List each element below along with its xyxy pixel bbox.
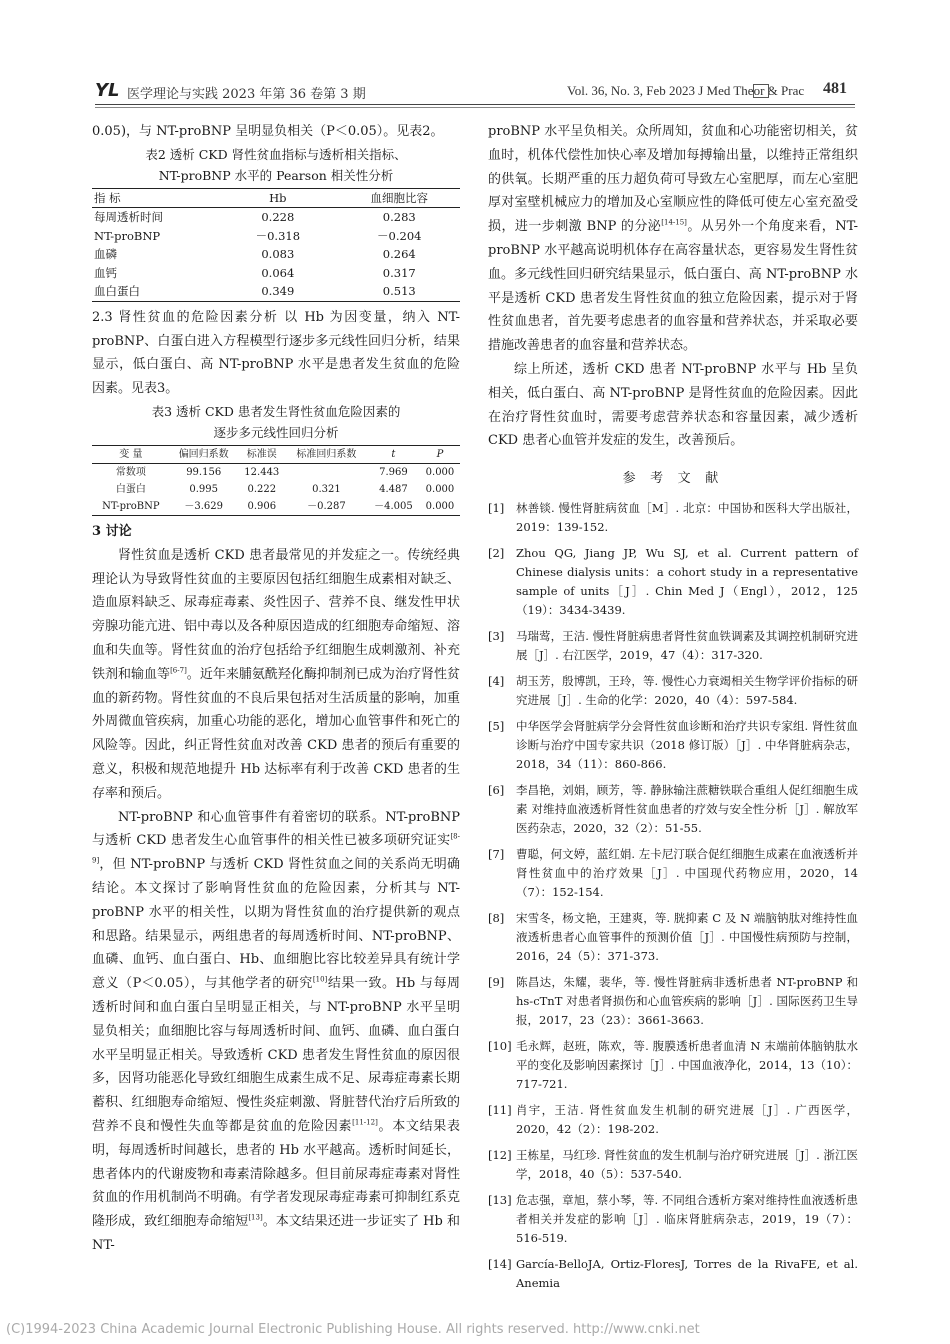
reference-item — [488, 1146, 858, 1184]
table-cell: 0.906 — [247, 500, 277, 512]
table-cell: 0.228 — [261, 210, 295, 225]
reference-text: 危志强，章旭，蔡小琴，等. 不同组合透析方案对维持性血液透析患者相关并发症的影响［J］. 临床肾脏病杂志，2019，19（7）：516-519. — [516, 1192, 858, 1245]
reference-item — [488, 1101, 858, 1139]
table2-caption-line1: 表2 透析 CKD 肾性贫血指标与透析相关指标、 — [145, 146, 407, 162]
table-row — [92, 227, 460, 246]
page-number: 481 — [823, 80, 847, 97]
reference-item — [488, 1191, 858, 1248]
reference-number: [6] — [488, 782, 505, 797]
reference-item — [488, 499, 858, 537]
table-header-cell: 标准误 — [246, 448, 277, 460]
citation: [10] — [312, 975, 328, 984]
reference-number: [12] — [488, 1147, 512, 1162]
reference-text: 李昌艳，刘娟，顾芳，等. 静脉输注蔗糖铁联合重组人促红细胞生成素 对维持血液透析肾性贫血患者的疗效与安全性分析［J］. 解放军医药杂志，2020，32（2）：51-55. — [516, 782, 858, 835]
table-header-cell: 偏回归系数 — [178, 448, 229, 460]
table-header-cell: 血细胞比容 — [370, 190, 429, 205]
reference-number: [11] — [488, 1102, 512, 1117]
table-cell: 0.349 — [261, 284, 295, 299]
table-cell: 0.264 — [382, 247, 416, 262]
table-cell: －0.318 — [255, 228, 301, 243]
reference-text: 中华医学会肾脏病学分会肾性贫血诊断和治疗共识专家组. 肾性贫血诊断与治疗中国专家共识（2018 修订版）［J］. 中华肾脏病杂志，2018，34（11）：860-866. — [516, 718, 858, 771]
table3-caption-line1: 表3 透析 CKD 患者发生肾性贫血危险因素的 — [151, 403, 401, 419]
table-cell: 血磷 — [94, 247, 117, 262]
reference-item — [488, 717, 858, 774]
table-cell: 4.487 — [379, 483, 408, 495]
reference-list — [488, 499, 858, 1293]
text-run: proBNP 水平呈负相关。众所周知，贫血和心功能密切相关，贫血时，机体代偿性加快心率及增加每搏输出量，以维持正常组织的供氧。长期严重的压力超负荷可导致左心室肥厚，而左心室肥厚对室壁机械应力的增加及心室顺应性的降低可使左心室充盈受损，进一步刺激 BNP 的分泌 — [488, 124, 858, 235]
table-cell: 0.321 — [312, 483, 341, 495]
running-header — [95, 80, 855, 104]
table-header-cell: 标准回归系数 — [296, 448, 357, 460]
paragraph: 综上所述，透析 CKD 患者 NT-proBNP 水平与 Hb 呈负相关，低白蛋白、高 NT-proBNP 是肾性贫血的危险因素。因此在治疗肾性贫血时，需要考虑营养状态和容量因素，减少透析 CKD 患者心血管并发症的发生，改善预后。 — [488, 361, 858, 449]
table-row — [92, 208, 460, 227]
table-row — [92, 264, 460, 283]
reference-text: 马瑞莺，王洁. 慢性肾脏病患者肾性贫血铁调素及其调控机制研究进展［J］. 右江医学，2019，47（4）：317-320. — [516, 628, 858, 662]
citation: [6-7] — [170, 666, 187, 675]
table-header-cell: 指 标 — [94, 190, 121, 205]
table-cell: 0.083 — [261, 247, 295, 262]
text-run: NT-proBNP 和心血管事件有着密切的联系。NT-proBNP 与透析 CKD 患者发生心血管事件的相关性已被多项研究证实 — [92, 809, 460, 849]
reference-number: [4] — [488, 673, 505, 688]
citation: [14-15] — [661, 218, 687, 227]
table-row — [92, 498, 460, 516]
reference-item — [488, 845, 858, 902]
copyright-footer: (C)1994-2023 China Academic Journal Electronic Publishing House. All rights reserved. http://www.cnki.net — [6, 1322, 700, 1337]
reference-text: 王栋星，马红珍. 肾性贫血的发生机制与治疗研究进展［J］. 浙江医学，2018，40（5）：537-540. — [516, 1147, 858, 1181]
table-cell: 7.969 — [379, 466, 408, 478]
text-run: ，但 NT-proBNP 与透析 CKD 肾性贫血之间的关系尚无明确结论。本文探讨了影响肾性贫血的危险因素，分析其与 NT-proBNP 水平的相关性，以期为肾性贫血的治疗提供新的观点和思路。结果显示，两组患者的每周透析时间、NT-proBNP、血磷、血钙、血白蛋白、Hb、血细胞比容比较差异具有统计学意义（P＜0.05），与其他学者的研究 — [92, 857, 460, 992]
journal-title-cn: 医学理论与实践 2023 年第 36 卷第 3 期 — [127, 87, 366, 102]
citation: [11-12] — [352, 1118, 378, 1127]
reference-number: [13] — [488, 1192, 512, 1207]
paragraph — [92, 544, 460, 806]
reference-item — [488, 627, 858, 665]
header-rule — [95, 104, 855, 105]
table-header-row — [92, 445, 460, 463]
reference-text: 陈昌达，朱耀，裴华，等. 慢性肾脏病非透析患者 NT-proBNP 和 hs-cTnT 对患者肾损伤和心血管疾病的影响［J］. 国际医药卫生导报，2017，23（23）：3661-3663. — [516, 974, 858, 1027]
table-cell: 0.222 — [247, 483, 277, 495]
table-cell: －3.629 — [184, 500, 224, 512]
reference-item — [488, 544, 858, 620]
table-header-cell: Hb — [269, 190, 287, 205]
table-cell: 血钙 — [94, 265, 117, 280]
reference-text: 林善锬. 慢性肾脏病贫血［M］. 北京：中国协和医科大学出版社，2019：139-152. — [516, 500, 858, 534]
reference-number: [7] — [488, 846, 505, 861]
reference-text: 曹聪，何文婷，蓝红娟. 左卡尼汀联合促红细胞生成素在血液透析并肾性贫血中的治疗效果［J］. 中国现代药物应用，2020，14（7）：152-154. — [516, 846, 858, 899]
table-cell: 0.000 — [425, 483, 455, 495]
header-rule-thin — [95, 107, 855, 108]
reference-item — [488, 1255, 858, 1293]
reference-text: Zhou QG, Jiang JP, Wu SJ, et al. Current pattern of Chinese dialysis units：a cohort study in a representative sample of units［J］. Chin Med J（Engl），2012，125（19）：3434-3439. — [516, 545, 858, 617]
table-row — [92, 463, 460, 481]
table-cell: 0.000 — [425, 466, 455, 478]
paragraph: 0.05)，与 NT-proBNP 呈明显负相关（P＜0.05）。见表2。 — [92, 124, 444, 139]
reference-number: [3] — [488, 628, 505, 643]
table-cell: 0.064 — [261, 265, 295, 280]
reference-item — [488, 672, 858, 710]
table-cell: －0.287 — [307, 500, 346, 512]
table-cell: 0.513 — [382, 284, 416, 299]
reference-number: [2] — [488, 545, 505, 560]
paragraph — [488, 120, 858, 358]
reference-number: [9] — [488, 974, 505, 989]
reference-item — [488, 909, 858, 966]
table-cell: 白蛋白 — [115, 483, 146, 495]
text-run: 。近年来脯氨酰羟化酶抑制剂已成为治疗肾性贫血的新药物。肾性贫血的不良后果包括对生活质量的影响，加重外周微血管疾病，加重心功能的恶化，增加心血管事件和死亡的风险等。因此，纠正肾性贫血对改善 CKD 患者的预后有重要的意义，积极和规范地提升 Hb 达标率有利于改善 CKD 患者的生存率和预后。 — [92, 666, 460, 801]
table-cell: 0.995 — [189, 483, 219, 495]
journal-title-en: Vol. 36, No. 3, Feb 2023 J Med Theor & Prac — [567, 83, 805, 98]
reference-text: 胡玉芳，殷博凯，王玲，等. 慢性心力衰竭相关生物学评价指标的研究进展［J］. 生命的化学：2020，40（4）：597-584. — [516, 673, 858, 707]
reference-text: 宋雪冬，杨文艳，王建爽，等. 胱抑素 C 及 N 端脑钠肽对维持性血液透析患者心血管事件的预测价值［J］. 中国慢性病预防与控制，2016，24（5）：371-373. — [516, 910, 858, 963]
table-cell: 99.156 — [186, 466, 222, 478]
table-row — [92, 282, 460, 301]
table2-caption-line2: NT-proBNP 水平的 Pearson 相关性分析 — [158, 167, 394, 183]
table3-caption-line2: 逐步多元线性回归分析 — [213, 424, 339, 440]
text-run: 结果一致。Hb 与每周透析时间和血白蛋白呈明显正相关，与 NT-proBNP 水平呈明显负相关；血细胞比容与每周透析时间、血钙、血磷、血白蛋白水平呈明显正相关。导致透析 CKD 患者发生肾性贫血的原因很多，因肾功能恶化导致红细胞生成素生成不足、尿毒症毒素长期蓄积、红细胞寿命缩短、慢性炎症刺激、肾脏替代治疗后所致的营养不良和慢性失血等都是贫血的危险因素 — [92, 976, 460, 1134]
citation: [8-9] — [92, 833, 460, 865]
table-cell: 每周透析时间 — [94, 210, 163, 225]
reference-text: 肖宇，王洁. 肾性贫血发生机制的研究进展［J］. 广西医学，2020，42（2）：198-202. — [516, 1102, 858, 1136]
table-cell: 0.000 — [425, 500, 455, 512]
reference-number: [1] — [488, 500, 505, 515]
text-run: 。从另外一个角度来看，NT-proBNP 水平越高说明机体存在高容量状态，更容易发生肾性贫血。多元线性回归研究结果显示，低白蛋白、高 NT-proBNP 水平是透析 CKD 患者发生肾性贫血的独立危险因素，提示对于肾性贫血患者，首先要考虑患者的血容量和营养状态，并采取必要措施改善患者的血容量和营养状态。 — [488, 219, 858, 354]
reference-text: García-BelloJA, Ortiz-FloresJ, Torres de la RivaFE, et al. Anemia — [516, 1256, 858, 1290]
reference-number: [8] — [488, 910, 505, 925]
table-cell: 0.283 — [382, 210, 416, 225]
left-column — [92, 120, 460, 1258]
table-cell: 血白蛋白 — [94, 284, 140, 299]
reference-number: [5] — [488, 718, 505, 733]
text-run: 。本文结果还进一步证实了 Hb 和 NT- — [92, 1214, 460, 1253]
references-heading: 参 考 文 献 — [622, 471, 724, 487]
table-cell: 常数项 — [115, 466, 146, 478]
reference-item — [488, 973, 858, 1030]
header-box-icon — [753, 84, 769, 98]
right-column — [488, 120, 858, 1300]
table-cell: NT-proBNP — [102, 500, 160, 512]
table2 — [92, 188, 460, 302]
table-cell: 12.443 — [244, 466, 280, 478]
table3 — [92, 445, 460, 516]
section-heading-discussion: 3 讨论 — [92, 523, 132, 539]
text-run: 肾性贫血是透析 CKD 患者最常见的并发症之一。传统经典理论认为导致肾性贫血的主要原因包括红细胞生成素相对缺乏、造血原料缺乏、尿毒症毒素、炎性因子、营养不良、继发性甲状旁腺功能亢进、铝中毒以及各种原因造成的红细胞寿命缩短、溶血和失血等。肾性贫血的治疗包括给予红细胞生成刺激剂、补充铁剂和输血等 — [92, 547, 460, 682]
table-header-cell: t — [391, 448, 396, 460]
paragraph: 2.3 肾性贫血的危险因素分析 以 Hb 为因变量，纳入 NT-proBNP、白蛋白进入方程模型行逐步多元线性回归分析，结果显示，低白蛋白、高 NT-proBNP 水平是患者发生贫血的危险因素。见表3。 — [92, 309, 460, 397]
table-row — [92, 245, 460, 264]
paragraph — [92, 806, 460, 1258]
reference-number: [10] — [488, 1038, 512, 1053]
table-cell: NT-proBNP — [94, 228, 161, 243]
table-cell: －4.005 — [374, 500, 413, 512]
reference-number: [14] — [488, 1256, 512, 1271]
journal-logo: YL — [95, 80, 120, 101]
citation: [13] — [248, 1213, 263, 1222]
table-row — [92, 481, 460, 498]
table-header-row — [92, 188, 460, 208]
reference-item — [488, 1037, 858, 1094]
table-cell: 0.317 — [382, 265, 416, 280]
reference-item — [488, 781, 858, 838]
text-run: 。本文结果表明，每周透析时间越长，患者的 Hb 水平越高。透析时间延长，患者体内的代谢废物和毒素清除越多。但目前尿毒症毒素对肾性贫血的作用机制尚不明确。有学者发现尿毒症毒素可抑制红系克隆形成，致红细胞寿命缩短 — [92, 1118, 460, 1230]
table-header-cell: 变 量 — [119, 448, 143, 460]
table-cell: －0.204 — [377, 228, 422, 243]
table-header-cell: P — [436, 448, 444, 460]
reference-text: 毛永辉，赵班，陈欢，等. 腹膜透析患者血清 N 末端前体脑钠肽水平的变化及影响因素探讨［J］. 中国血液净化，2014，13（10）：717-721. — [516, 1038, 858, 1091]
table-cell — [286, 463, 367, 481]
